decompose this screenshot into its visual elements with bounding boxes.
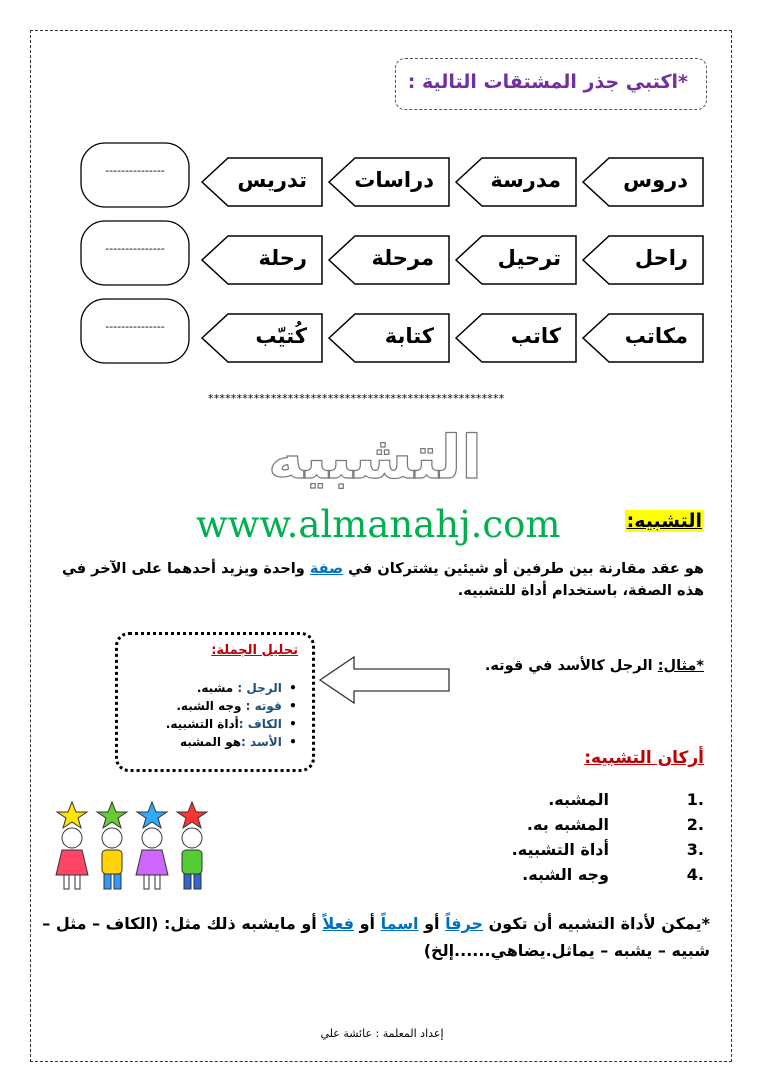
pillar-text: وجه الشبه. bbox=[522, 865, 609, 884]
arrow-left-icon bbox=[318, 655, 452, 705]
pillars-title: أركان التشبيه: bbox=[584, 748, 704, 768]
word-tag bbox=[455, 157, 577, 207]
word-tag bbox=[455, 235, 577, 285]
word-tag bbox=[328, 157, 450, 207]
pillar-text: المشبه. bbox=[548, 790, 609, 809]
definition-part: واحدة ويزيد أحدهما على الآخر في هذه الصفة، باستخدام أداة للتشبيه. bbox=[61, 561, 704, 599]
list-item bbox=[444, 815, 704, 840]
word-tag bbox=[582, 235, 704, 285]
analysis-key: قوته : bbox=[245, 699, 282, 713]
example-text: الرجل كالأسد في قوته. bbox=[484, 658, 658, 674]
answer-blank[interactable] bbox=[80, 298, 190, 364]
word-label: كتابة bbox=[384, 324, 434, 348]
word-label: ترحيل bbox=[497, 246, 561, 270]
section-title-outline bbox=[200, 418, 550, 498]
section-title: التشبيه bbox=[267, 423, 483, 493]
analysis-list bbox=[166, 679, 300, 751]
list-item bbox=[444, 865, 704, 890]
note-highlight: فعلاً bbox=[322, 914, 354, 933]
separator-line: **************************************************** bbox=[208, 392, 505, 405]
pillar-text: أداة التشبيه. bbox=[511, 840, 609, 859]
word-label: دروس bbox=[623, 168, 688, 192]
kids-holding-stars-icon bbox=[50, 800, 230, 895]
list-item: • الرجل : مشبه. bbox=[196, 681, 297, 695]
analysis-value: مشبه. bbox=[196, 681, 238, 695]
list-item: • الأسد :هو المشبه bbox=[179, 735, 297, 749]
word-label: كُتيّب bbox=[255, 324, 307, 348]
pillar-number: 2. bbox=[686, 815, 704, 834]
analysis-value: هو المشبه bbox=[179, 735, 242, 749]
answer-blank-text: --------------- bbox=[105, 242, 165, 255]
pillar-number: 1. bbox=[686, 790, 704, 809]
word-tag bbox=[201, 235, 323, 285]
definition-part: هو عقد مقارنة بين طرفين أو شيئين يشتركان في bbox=[343, 561, 704, 577]
list-item: • الكاف :أداة التشبيه. bbox=[165, 717, 297, 731]
analysis-value: أداة التشبيه. bbox=[165, 717, 239, 731]
word-label: تدريس bbox=[237, 168, 307, 192]
pillar-number: 4. bbox=[686, 865, 704, 884]
exercise-title: *اكتبي جذر المشتقات التالية : bbox=[407, 71, 688, 93]
footer-credit: إعداد المعلمة : عائشة علي bbox=[320, 1027, 444, 1040]
word-label: كاتب bbox=[510, 324, 561, 348]
word-tag bbox=[328, 313, 450, 363]
note-part: أو bbox=[354, 914, 381, 933]
watermark-url: www.almanahj.com bbox=[196, 503, 561, 546]
word-label: مرحلة bbox=[371, 246, 434, 270]
word-label: دراسات bbox=[354, 168, 434, 192]
analysis-title: تحليل الجملة: bbox=[211, 643, 298, 658]
word-label: مدرسة bbox=[490, 168, 561, 192]
answer-blank-text: --------------- bbox=[105, 164, 165, 177]
word-tag bbox=[328, 235, 450, 285]
pillar-number: 3. bbox=[686, 840, 704, 859]
example-label: *مثال: bbox=[657, 658, 704, 674]
note-highlight: حرفاً bbox=[445, 914, 484, 933]
word-label: رحلة bbox=[258, 246, 307, 270]
word-tag bbox=[201, 157, 323, 207]
word-label: راحل bbox=[634, 246, 688, 270]
list-item: • قوته : وجه الشبه. bbox=[176, 699, 297, 713]
word-tag bbox=[201, 313, 323, 363]
list-item bbox=[444, 790, 704, 815]
pillar-text: المشبه به. bbox=[526, 815, 609, 834]
definition-highlight: صفة bbox=[309, 561, 344, 577]
list-item bbox=[444, 840, 704, 865]
answer-blank[interactable] bbox=[80, 220, 190, 286]
answer-blank-text: --------------- bbox=[105, 320, 165, 333]
definition-text bbox=[44, 558, 704, 602]
word-label: مكاتب bbox=[624, 324, 688, 348]
word-tag bbox=[582, 157, 704, 207]
note-highlight: اسماً bbox=[380, 914, 419, 933]
note-part: أو bbox=[418, 914, 446, 933]
example-sentence bbox=[485, 658, 704, 674]
analysis-key: الكاف : bbox=[238, 717, 282, 731]
analysis-value: وجه الشبه. bbox=[176, 699, 246, 713]
definition-label: التشبيه: bbox=[626, 510, 702, 532]
tool-note bbox=[30, 910, 710, 964]
note-part: *يمكن لأداة التشبيه أن تكون bbox=[483, 914, 710, 933]
word-tag bbox=[582, 313, 704, 363]
exercise-title-box bbox=[395, 58, 707, 110]
note-part: أو مايشبه ذلك مثل: (الكاف – مثل – شبيه – يشبه – يماثل.يضاهي......إلخ) bbox=[42, 914, 710, 960]
analysis-key: الرجل : bbox=[237, 681, 282, 695]
pillars-list bbox=[444, 790, 704, 890]
word-tag bbox=[455, 313, 577, 363]
analysis-key: الأسد : bbox=[241, 735, 282, 749]
analysis-box bbox=[115, 632, 315, 772]
answer-blank[interactable] bbox=[80, 142, 190, 208]
